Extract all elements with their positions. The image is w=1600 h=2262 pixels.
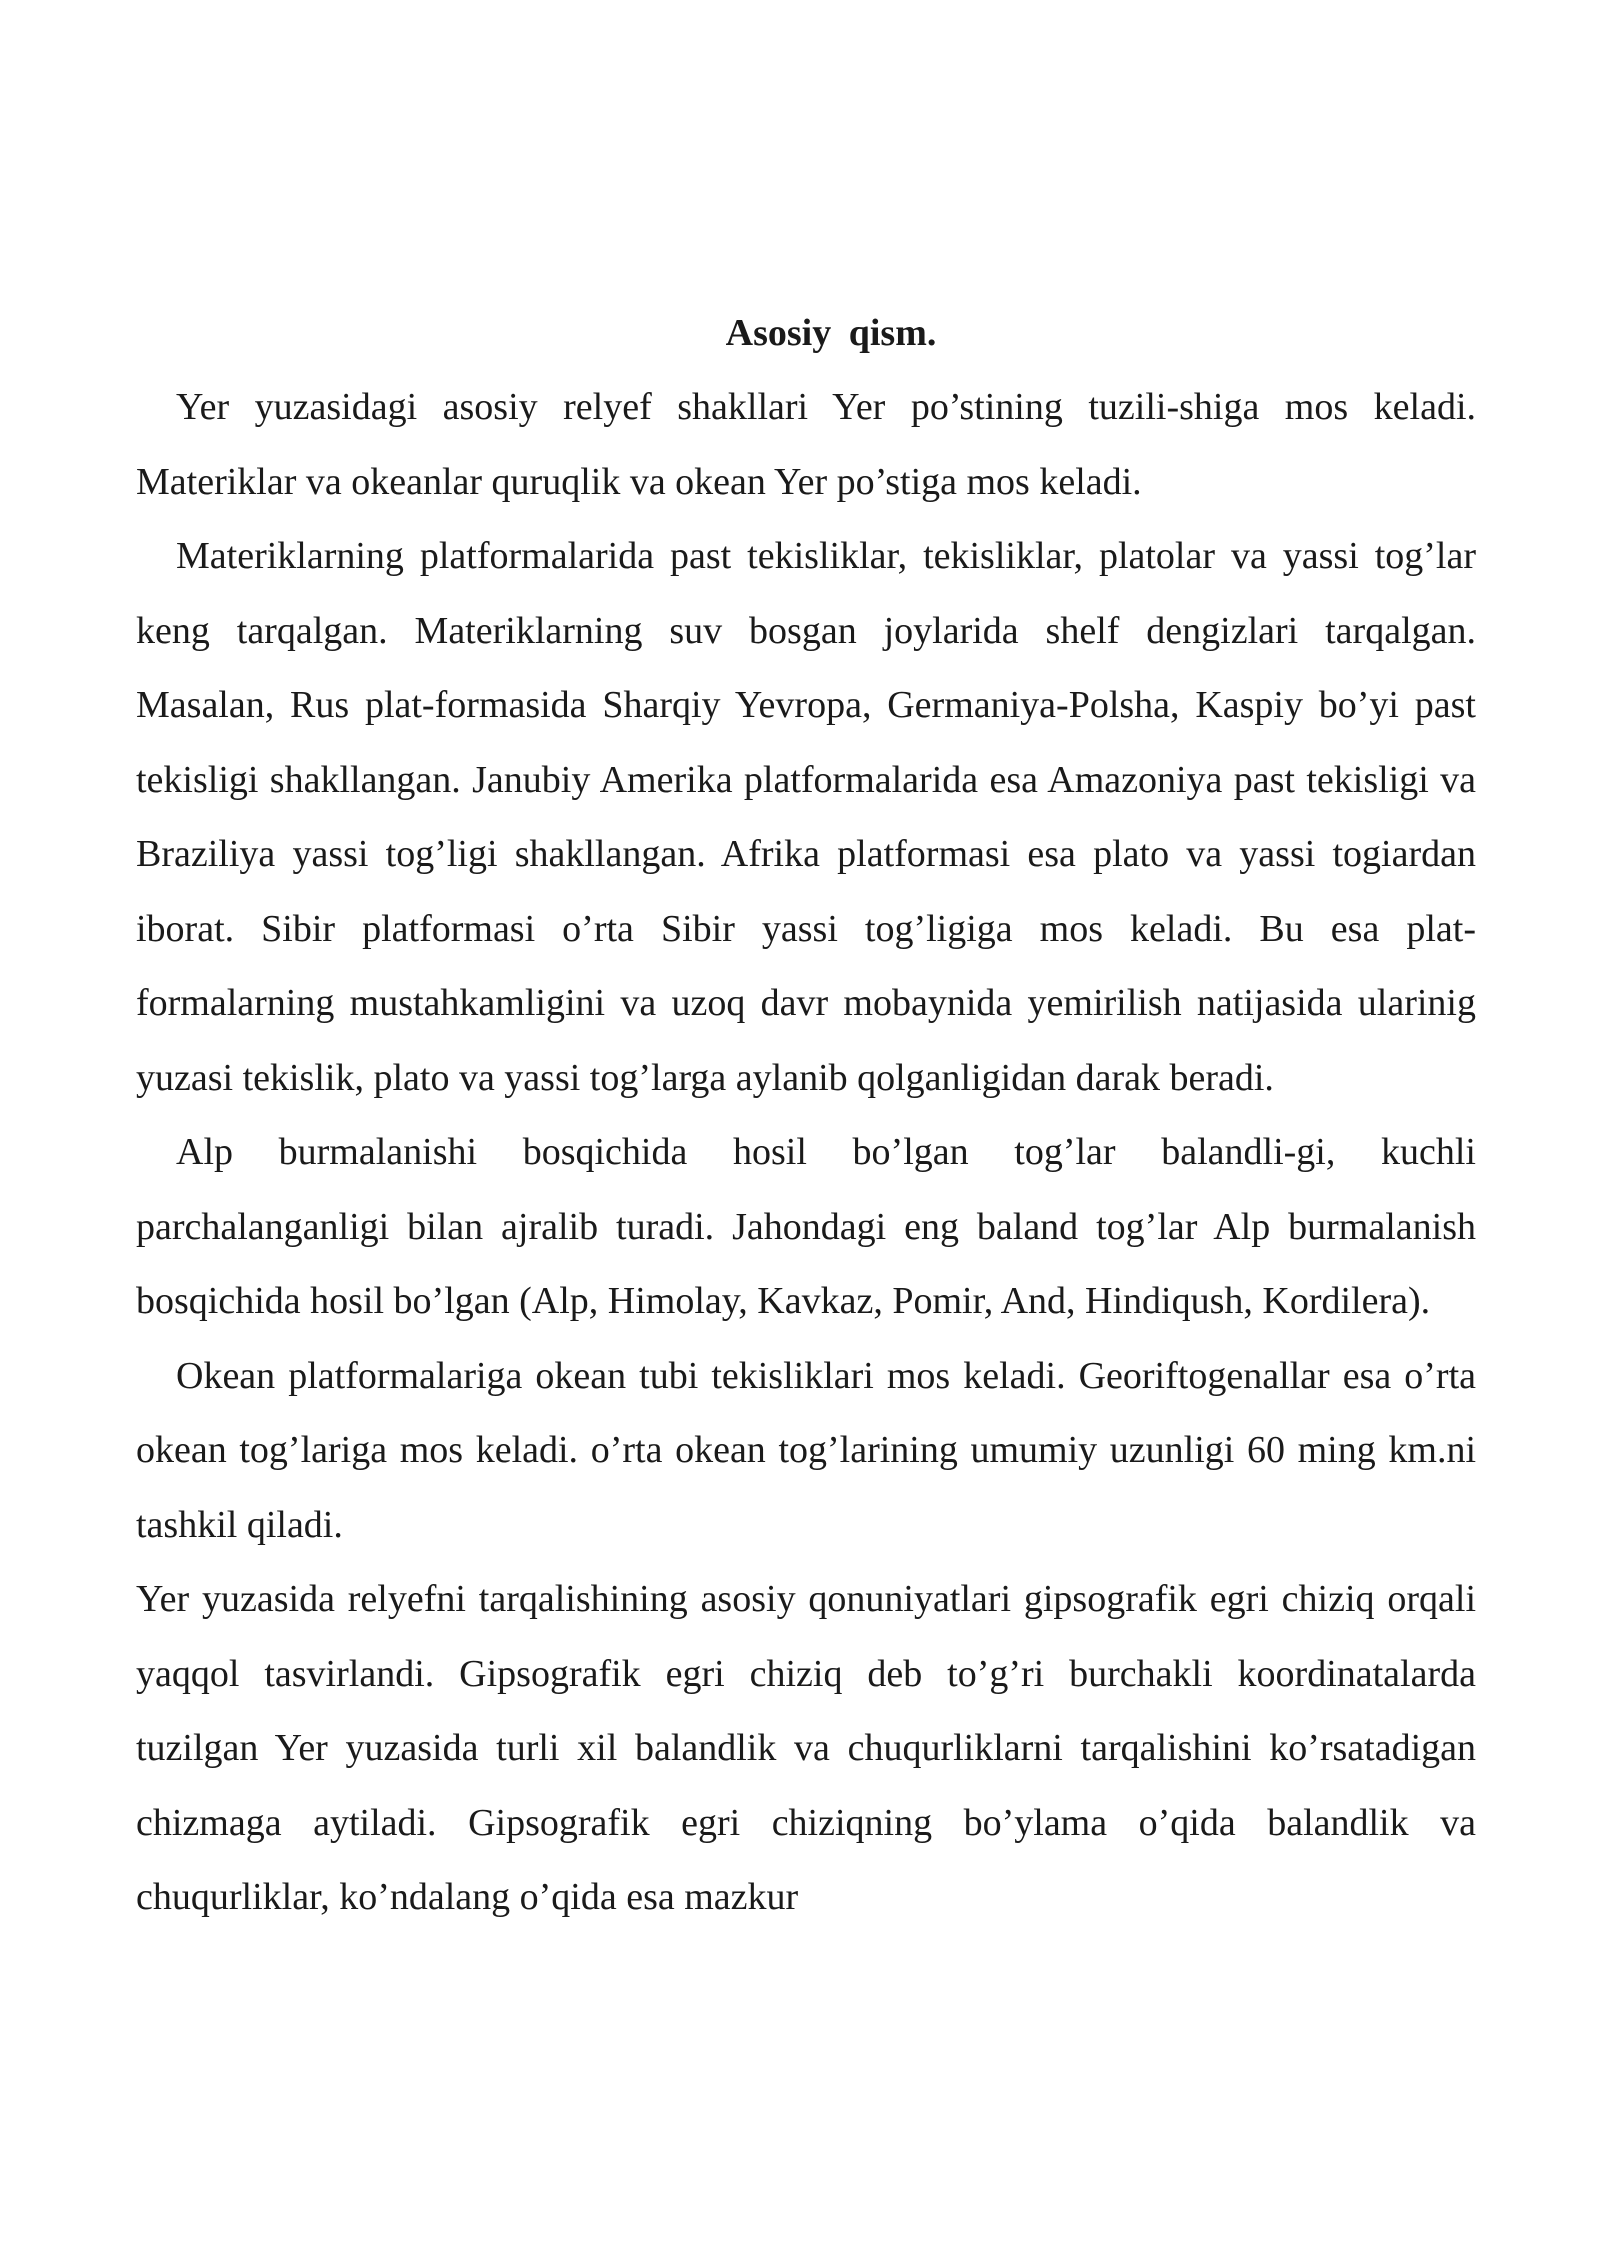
paragraph-platforms: Materiklarning platformalarida past tekisliklar, tekisliklar, platolar va yassi tog’lar keng tarqalgan. Materiklarning suv bosgan joylarida shelf dengizlari tarqalgan. Masalan, Rus plat-formasida Sharqiy Yevropa, Germaniya-Polsha, Kaspiy bo’yi past tekisligi shakllangan. Janubiy Amerika platformalarida esa Amazoniya past tekisligi va Braziliya yassi tog’ligi shakllangan. Afrika platformasi esa plato va yassi togiardan iborat. Sibir platformasi o’rta Sibir yassi tog’ligiga mos keladi. Bu esa plat-formalarning mustahkamligini va uzoq davr mobaynida yemirilish natijasida ularinig yuzasi tekislik, plato va yassi tog’larga aylanib qolganligidan darak beradi. <box>136 535 1476 1099</box>
paragraph-ocean-platforms: Okean platformalariga okean tubi tekisliklari mos keladi. Georiftogenallar esa o’rta okean tog’lariga mos keladi. o’rta okean tog’larining umumiy uzunligi 60 ming km.ni tashkil qiladi. <box>136 1354 1476 1546</box>
paragraph-hypsographic-curve: Yer yuzasida relyefni tarqalishining asosiy qonuniyatlari gipsografik egri chiziq orqali yaqqol tasvirlandi. Gipsografik egri chiziq deb to’g’ri burchakli koordinatalarda tuzilgan Yer yuzasida turli xil balandlik va chuqurliklarni tarqalishini ko’rsatadigan chizmaga aytiladi. Gipsografik egri chiziqning bo’ylama o’qida balandlik va chuqurliklar, ko’ndalang o’qida esa mazkur <box>136 1578 1476 1918</box>
section-heading: Asosiy qism. <box>725 312 937 354</box>
paragraph-alpine-folding: Alp burmalanishi bosqichida hosil bo’lgan tog’lar balandli-gi, kuchli parchalanganligi bilan ajralib turadi. Jahondagi eng baland tog’lar Alp burmalanish bosqichida hosil bo’lgan (Alp, Himolay, Kavkaz, Pomir, And, Hindiqush, Kordilera). <box>136 1131 1476 1322</box>
paragraph-relief-forms: Yer yuzasidagi asosiy relyef shakllari Yer po’stining tuzili-shiga mos keladi. Materiklar va okeanlar quruqlik va okean Yer po’stiga mos keladi. <box>136 386 1476 503</box>
document-page <box>136 296 1476 1935</box>
